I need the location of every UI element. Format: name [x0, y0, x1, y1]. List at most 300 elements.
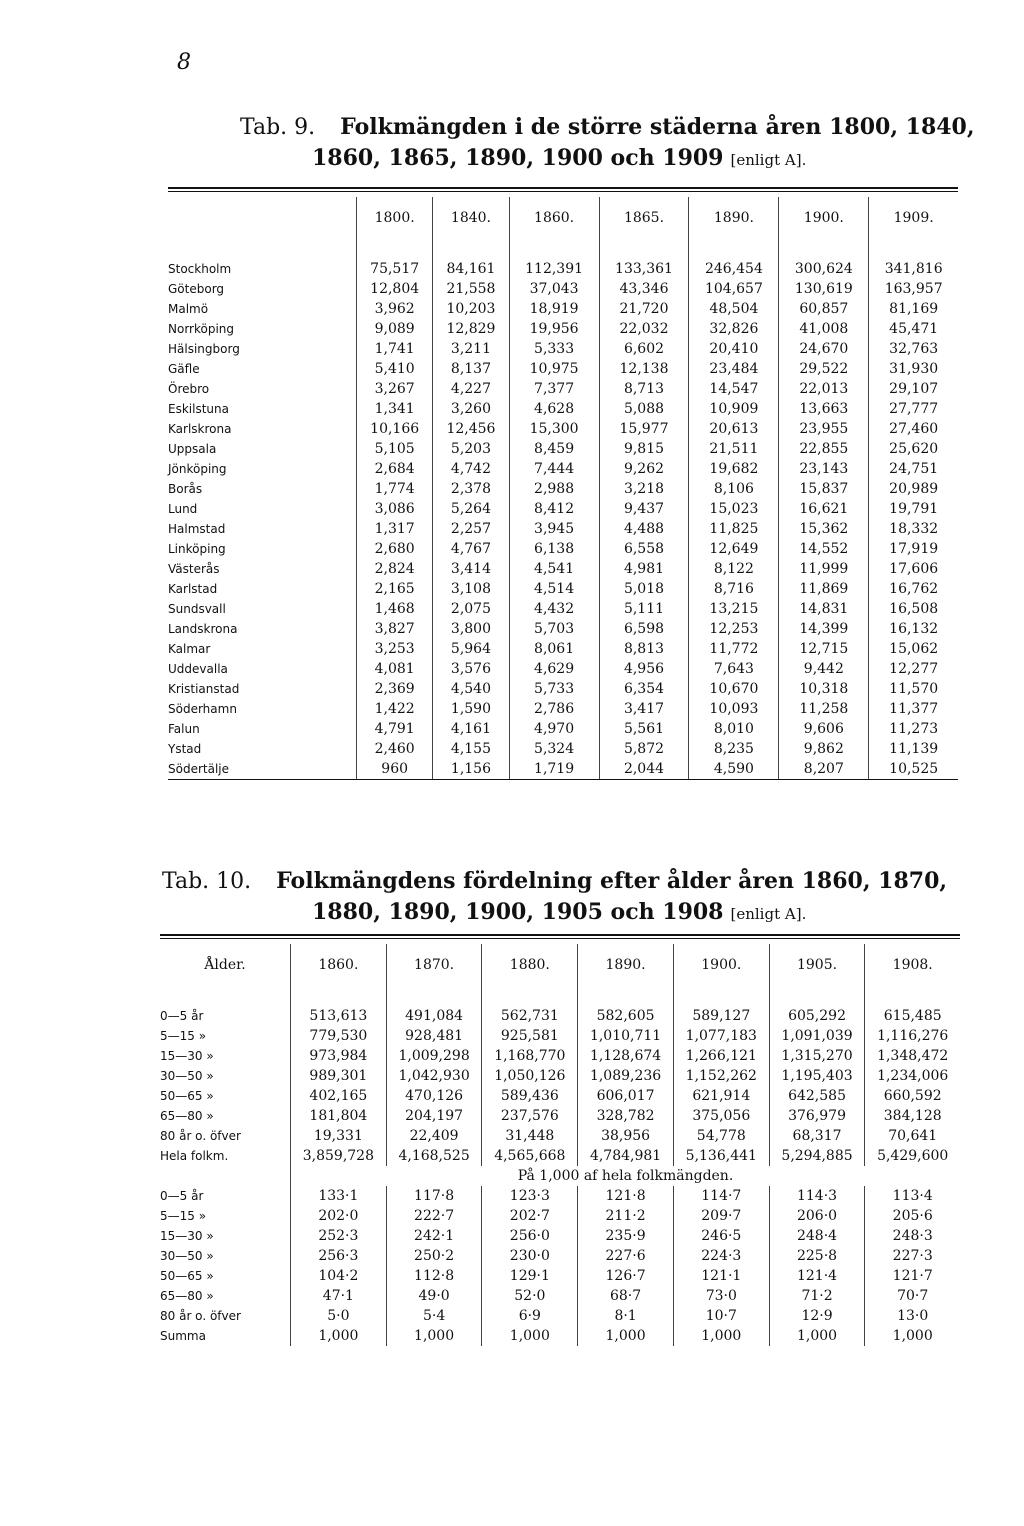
- cell-value: 11,772: [689, 639, 779, 659]
- cell-value: 1,234,006: [877, 1068, 949, 1084]
- cell-value: 8,813: [599, 639, 689, 659]
- cell-value: 4,155: [433, 739, 509, 759]
- cell-value: 11,139: [889, 741, 939, 757]
- cell-value: 1,195,403: [769, 1066, 865, 1086]
- city-row: [168, 519, 958, 539]
- cell-value: 202·0: [291, 1206, 387, 1226]
- spacer-cell: [869, 239, 958, 259]
- cell-value: 12,138: [599, 359, 689, 379]
- row-label: Borås: [168, 479, 357, 499]
- cell-value: 60,857: [779, 299, 869, 319]
- age-row: [160, 1046, 960, 1066]
- cell-value: 7,377: [509, 379, 599, 399]
- row-label: Hälsingborg: [168, 339, 357, 359]
- cell-value: 121·7: [892, 1268, 933, 1284]
- city-row: [168, 739, 958, 759]
- cell-value: 4,514: [509, 579, 599, 599]
- cell-value: 235·9: [578, 1226, 674, 1246]
- city-row: [168, 699, 958, 719]
- row-label: Landskrona: [168, 619, 357, 639]
- cell-value: 12,649: [689, 539, 779, 559]
- tab9-label: Tab. 9.: [240, 115, 316, 140]
- cell-value: 470,126: [386, 1086, 482, 1106]
- cell-value: 19,682: [689, 459, 779, 479]
- cell-value: 13·0: [897, 1308, 929, 1324]
- cell-value: 4,628: [509, 399, 599, 419]
- cell-value: 3,253: [357, 639, 433, 659]
- row-label: Falun: [168, 719, 357, 739]
- cell-value: 3,962: [357, 299, 433, 319]
- cell-value: 48,504: [689, 299, 779, 319]
- cell-value: 113·4: [892, 1188, 933, 1204]
- row-label: Gäfle: [168, 359, 357, 379]
- cell-value: 605,292: [769, 1006, 865, 1026]
- age-relative-row: [160, 1206, 960, 1226]
- column-header-year: 1908.: [892, 957, 933, 973]
- cell-value: 3,260: [433, 399, 509, 419]
- cell-value: 112,391: [509, 259, 599, 279]
- age-row: [160, 1106, 960, 1126]
- tab10-title: [162, 866, 947, 929]
- column-header-year: 1890.: [689, 197, 779, 239]
- cell-value: 15,977: [599, 419, 689, 439]
- cell-value: 4,981: [599, 559, 689, 579]
- row-label: Uddevalla: [168, 659, 357, 679]
- cell-value: 9,606: [779, 719, 869, 739]
- cell-value: 1,091,039: [769, 1026, 865, 1046]
- total-row: [160, 1146, 960, 1166]
- cell-value: 121·1: [673, 1266, 769, 1286]
- spacer-cell: [160, 1166, 291, 1186]
- cell-value: 43,346: [599, 279, 689, 299]
- city-row: [168, 439, 958, 459]
- cell-value: 5,429,600: [877, 1148, 949, 1164]
- cell-value: 8,106: [689, 479, 779, 499]
- cell-value: 1,266,121: [673, 1046, 769, 1066]
- cell-value: 121·4: [769, 1266, 865, 1286]
- city-row: [168, 559, 958, 579]
- cell-value: 68·7: [578, 1286, 674, 1306]
- column-header-year: 1860.: [509, 197, 599, 239]
- column-header-year: 1900.: [673, 944, 769, 986]
- cell-value: 9,262: [599, 459, 689, 479]
- cell-value: 15,362: [779, 519, 869, 539]
- cell-value: 81,169: [889, 301, 939, 317]
- cell-value: 225·8: [769, 1246, 865, 1266]
- spacer-cell: [433, 239, 509, 259]
- row-label: Hela folkm.: [160, 1146, 291, 1166]
- cell-value: 41,008: [779, 319, 869, 339]
- cell-value: 376,979: [769, 1106, 865, 1126]
- cell-value: 256·0: [482, 1226, 578, 1246]
- cell-value: 4,742: [433, 459, 509, 479]
- row-label: 50—65 »: [160, 1086, 291, 1106]
- row-label: Kalmar: [168, 639, 357, 659]
- cell-value: 384,128: [883, 1108, 942, 1124]
- city-row: [168, 399, 958, 419]
- tab10-top-rule-thin: [160, 938, 960, 939]
- cell-value: 246·5: [673, 1226, 769, 1246]
- cell-value: 1,719: [509, 759, 599, 780]
- cell-value: 126·7: [578, 1266, 674, 1286]
- cell-value: 925,581: [482, 1026, 578, 1046]
- cell-value: 209·7: [673, 1206, 769, 1226]
- tab9-table: [168, 197, 958, 780]
- cell-value: 2,165: [357, 579, 433, 599]
- cell-value: 11,258: [779, 699, 869, 719]
- row-label: 15—30 »: [160, 1046, 291, 1066]
- cell-value: 29,107: [889, 381, 939, 397]
- cell-value: 68,317: [769, 1126, 865, 1146]
- city-row: [168, 339, 958, 359]
- tab9-source: [enligt A].: [730, 151, 807, 169]
- cell-value: 4,540: [433, 679, 509, 699]
- row-label: Stockholm: [168, 259, 357, 279]
- row-label: Karlskrona: [168, 419, 357, 439]
- cell-value: 615,485: [883, 1008, 942, 1024]
- row-label: Ystad: [168, 739, 357, 759]
- cell-value: 16,762: [889, 581, 939, 597]
- cell-value: 5,410: [357, 359, 433, 379]
- cell-value: 13,215: [689, 599, 779, 619]
- cell-value: 1,000: [291, 1326, 387, 1346]
- cell-value: 1,317: [357, 519, 433, 539]
- cell-value: 1,128,674: [578, 1046, 674, 1066]
- cell-value: 45,471: [889, 321, 939, 337]
- cell-value: 11,999: [779, 559, 869, 579]
- tab10-top-rule: [160, 934, 960, 936]
- row-label: Västerås: [168, 559, 357, 579]
- cell-value: 10,166: [357, 419, 433, 439]
- cell-value: 32,763: [889, 341, 939, 357]
- cell-value: 47·1: [291, 1286, 387, 1306]
- spacer-cell: [578, 986, 674, 1006]
- cell-value: 12,804: [357, 279, 433, 299]
- column-header-year: 1870.: [386, 944, 482, 986]
- cell-value: 23,484: [689, 359, 779, 379]
- cell-value: 2,988: [509, 479, 599, 499]
- cell-value: 8,716: [689, 579, 779, 599]
- cell-value: 2,257: [433, 519, 509, 539]
- spacer-cell: [357, 239, 433, 259]
- cell-value: 204,197: [386, 1106, 482, 1126]
- cell-value: 4,227: [433, 379, 509, 399]
- row-label: Kristianstad: [168, 679, 357, 699]
- cell-value: 8·1: [578, 1306, 674, 1326]
- city-row: [168, 539, 958, 559]
- cell-value: 14,831: [779, 599, 869, 619]
- cell-value: 10·7: [673, 1306, 769, 1326]
- cell-value: 5,264: [433, 499, 509, 519]
- summa-row: [160, 1326, 960, 1346]
- row-label: 5—15 »: [160, 1026, 291, 1046]
- cell-value: 928,481: [386, 1026, 482, 1046]
- cell-value: 52·0: [482, 1286, 578, 1306]
- spacer-cell: [599, 239, 689, 259]
- city-row: [168, 659, 958, 679]
- cell-value: 75,517: [357, 259, 433, 279]
- cell-value: 5·4: [386, 1306, 482, 1326]
- cell-value: 10,670: [689, 679, 779, 699]
- cell-value: 15,837: [779, 479, 869, 499]
- cell-value: 5·0: [291, 1306, 387, 1326]
- row-label: Uppsala: [168, 439, 357, 459]
- cell-value: 8,207: [779, 759, 869, 780]
- cell-value: 1,741: [357, 339, 433, 359]
- cell-value: 37,043: [509, 279, 599, 299]
- row-label: Halmstad: [168, 519, 357, 539]
- cell-value: 4,767: [433, 539, 509, 559]
- city-row: [168, 299, 958, 319]
- column-header-year: 1860.: [291, 944, 387, 986]
- cell-value: 1,315,270: [769, 1046, 865, 1066]
- per-thousand-caption-row: [160, 1166, 960, 1186]
- cell-value: 20,989: [889, 481, 939, 497]
- cell-value: 10,525: [869, 759, 958, 780]
- cell-value: 24,670: [779, 339, 869, 359]
- cell-value: 5,333: [509, 339, 599, 359]
- spacer-cell: [482, 986, 578, 1006]
- cell-value: 4,956: [599, 659, 689, 679]
- cell-value: 17,919: [889, 541, 939, 557]
- cell-value: 38,956: [578, 1126, 674, 1146]
- cell-value: 130,619: [779, 279, 869, 299]
- cell-value: 3,576: [433, 659, 509, 679]
- age-row: [160, 1026, 960, 1046]
- cell-value: 3,417: [599, 699, 689, 719]
- cell-value: 133·1: [291, 1186, 387, 1206]
- city-row: [168, 679, 958, 699]
- column-header-year: 1880.: [482, 944, 578, 986]
- row-label: Karlstad: [168, 579, 357, 599]
- cell-value: 227·6: [578, 1246, 674, 1266]
- cell-value: 5,561: [599, 719, 689, 739]
- cell-value: 8,010: [689, 719, 779, 739]
- spacer-cell: [779, 239, 869, 259]
- city-row: [168, 499, 958, 519]
- row-label: 5—15 »: [160, 1206, 291, 1226]
- cell-value: 1,116,276: [877, 1028, 949, 1044]
- cell-value: 589,436: [482, 1086, 578, 1106]
- tab9-title-line2: 1860, 1865, 1890, 1900 och 1909: [312, 145, 724, 171]
- cell-value: 15,023: [689, 499, 779, 519]
- cell-value: 5,703: [509, 619, 599, 639]
- cell-value: 5,105: [357, 439, 433, 459]
- cell-value: 5,294,885: [769, 1146, 865, 1166]
- page-number: 8: [177, 50, 191, 75]
- cell-value: 20,613: [689, 419, 779, 439]
- row-label: Eskilstuna: [168, 399, 357, 419]
- cell-value: 133,361: [599, 259, 689, 279]
- row-label: 65—80 »: [160, 1106, 291, 1126]
- cell-value: 49·0: [386, 1286, 482, 1306]
- cell-value: 1,010,711: [578, 1026, 674, 1046]
- tab9-top-rule: [168, 187, 958, 189]
- cell-value: 12,456: [433, 419, 509, 439]
- cell-value: 2,378: [433, 479, 509, 499]
- age-row: [160, 1066, 960, 1086]
- cell-value: 21,558: [433, 279, 509, 299]
- cell-value: 3,108: [433, 579, 509, 599]
- cell-value: 104,657: [689, 279, 779, 299]
- cell-value: 181,804: [291, 1106, 387, 1126]
- cell-value: 4,791: [357, 719, 433, 739]
- cell-value: 5,018: [599, 579, 689, 599]
- cell-value: 1,168,770: [482, 1046, 578, 1066]
- cell-value: 341,816: [884, 261, 943, 277]
- cell-value: 202·7: [482, 1206, 578, 1226]
- city-row: [168, 419, 958, 439]
- cell-value: 4,970: [509, 719, 599, 739]
- city-row: [168, 259, 958, 279]
- cell-value: 10,975: [509, 359, 599, 379]
- row-label: Norrköping: [168, 319, 357, 339]
- cell-value: 2,369: [357, 679, 433, 699]
- cell-value: 11,570: [889, 681, 939, 697]
- cell-value: 9,815: [599, 439, 689, 459]
- row-label: Örebro: [168, 379, 357, 399]
- cell-value: 31,930: [889, 361, 939, 377]
- row-label: 30—50 »: [160, 1246, 291, 1266]
- spacer-cell: [689, 239, 779, 259]
- cell-value: 3,086: [357, 499, 433, 519]
- column-header-year: 1865.: [599, 197, 689, 239]
- cell-value: 1,089,236: [578, 1066, 674, 1086]
- cell-value: 3,267: [357, 379, 433, 399]
- cell-value: 5,203: [433, 439, 509, 459]
- tab10-source: [enligt A].: [730, 905, 807, 923]
- row-label: 80 år o. öfver: [160, 1306, 291, 1326]
- age-relative-row: [160, 1246, 960, 1266]
- row-label: Malmö: [168, 299, 357, 319]
- cell-value: 1,000: [892, 1328, 933, 1344]
- cell-value: 252·3: [291, 1226, 387, 1246]
- row-label: Sundsvall: [168, 599, 357, 619]
- cell-value: 989,301: [291, 1066, 387, 1086]
- cell-value: 114·3: [769, 1186, 865, 1206]
- cell-value: 23,143: [779, 459, 869, 479]
- cell-value: 73·0: [673, 1286, 769, 1306]
- cell-value: 2,044: [599, 759, 689, 780]
- tab10-table: [160, 944, 960, 1346]
- cell-value: 8,713: [599, 379, 689, 399]
- cell-value: 642,585: [769, 1086, 865, 1106]
- cell-value: 22,032: [599, 319, 689, 339]
- cell-value: 1,774: [357, 479, 433, 499]
- cell-value: 1,077,183: [673, 1026, 769, 1046]
- cell-value: 9,437: [599, 499, 689, 519]
- cell-value: 6,598: [599, 619, 689, 639]
- cell-value: 1,468: [357, 599, 433, 619]
- cell-value: 224·3: [673, 1246, 769, 1266]
- cell-value: 1,156: [433, 759, 509, 780]
- cell-value: 779,530: [291, 1026, 387, 1046]
- cell-value: 6,138: [509, 539, 599, 559]
- cell-value: 1,422: [357, 699, 433, 719]
- city-row: [168, 319, 958, 339]
- cell-value: 5,964: [433, 639, 509, 659]
- cell-value: 582,605: [578, 1006, 674, 1026]
- cell-value: 3,945: [509, 519, 599, 539]
- row-label: Lund: [168, 499, 357, 519]
- cell-value: 12·9: [769, 1306, 865, 1326]
- spacer-cell: [509, 239, 599, 259]
- spacer-cell: [168, 239, 357, 259]
- cell-value: 3,414: [433, 559, 509, 579]
- cell-value: 8,137: [433, 359, 509, 379]
- cell-value: 18,919: [509, 299, 599, 319]
- cell-value: 17,606: [889, 561, 939, 577]
- cell-value: 1,000: [769, 1326, 865, 1346]
- cell-value: 24,751: [889, 461, 939, 477]
- cell-value: 491,084: [386, 1006, 482, 1026]
- cell-value: 248·3: [892, 1228, 933, 1244]
- cell-value: 8,412: [509, 499, 599, 519]
- city-row: [168, 719, 958, 739]
- row-label: Jönköping: [168, 459, 357, 479]
- cell-value: 562,731: [482, 1006, 578, 1026]
- cell-value: 22,013: [779, 379, 869, 399]
- cell-value: 328,782: [578, 1106, 674, 1126]
- cell-value: 12,715: [779, 639, 869, 659]
- cell-value: 242·1: [386, 1226, 482, 1246]
- tab10-title-line2: 1880, 1890, 1900, 1905 och 1908: [312, 899, 724, 925]
- cell-value: 375,056: [673, 1106, 769, 1126]
- spacer-cell: [769, 986, 865, 1006]
- cell-value: 4,784,981: [578, 1146, 674, 1166]
- cell-value: 13,663: [779, 399, 869, 419]
- cell-value: 4,168,525: [386, 1146, 482, 1166]
- cell-value: 4,161: [433, 719, 509, 739]
- cell-value: 960: [357, 759, 433, 780]
- cell-value: 1,050,126: [482, 1066, 578, 1086]
- cell-value: 6,558: [599, 539, 689, 559]
- cell-value: 4,565,668: [482, 1146, 578, 1166]
- cell-value: 22,855: [779, 439, 869, 459]
- cell-value: 11,377: [889, 701, 939, 717]
- cell-value: 589,127: [673, 1006, 769, 1026]
- city-row: [168, 379, 958, 399]
- cell-value: 1,341: [357, 399, 433, 419]
- column-header-year: 1840.: [433, 197, 509, 239]
- cell-value: 8,122: [689, 559, 779, 579]
- row-label: 15—30 »: [160, 1226, 291, 1246]
- cell-value: 222·7: [386, 1206, 482, 1226]
- city-row: [168, 479, 958, 499]
- cell-value: 513,613: [291, 1006, 387, 1026]
- city-row: [168, 619, 958, 639]
- column-header-age: Ålder.: [160, 944, 291, 986]
- cell-value: 1,000: [578, 1326, 674, 1346]
- cell-value: 21,511: [689, 439, 779, 459]
- spacer-row: [160, 986, 960, 1006]
- cell-value: 15,300: [509, 419, 599, 439]
- cell-value: 19,331: [291, 1126, 387, 1146]
- age-relative-row: [160, 1186, 960, 1206]
- column-header-year: 1900.: [779, 197, 869, 239]
- cell-value: 32,826: [689, 319, 779, 339]
- cell-value: 11,869: [779, 579, 869, 599]
- cell-value: 227·3: [892, 1248, 933, 1264]
- cell-value: 5,088: [599, 399, 689, 419]
- cell-value: 22,409: [386, 1126, 482, 1146]
- tab10-label: Tab. 10.: [162, 869, 252, 894]
- cell-value: 256·3: [291, 1246, 387, 1266]
- cell-value: 114·7: [673, 1186, 769, 1206]
- cell-value: 10,318: [779, 679, 869, 699]
- city-row: [168, 599, 958, 619]
- cell-value: 123·3: [482, 1186, 578, 1206]
